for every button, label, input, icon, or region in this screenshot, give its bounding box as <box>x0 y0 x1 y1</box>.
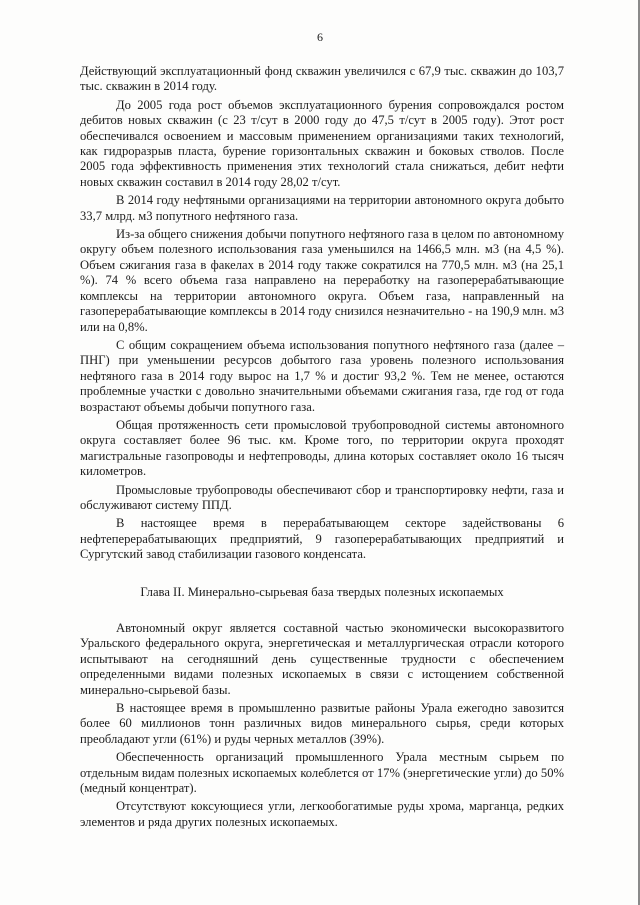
paragraph: Отсутствуют коксующиеся угли, легкообогатимые руды хрома, марганца, редких элементов и ряда других полезных ископаемых. <box>80 799 564 829</box>
paragraph: Действующий эксплуатационный фонд скважин увеличился с 67,9 тыс. скважин до 103,7 тыс. скважин в 2014 году. <box>80 64 564 94</box>
paragraph: Общая протяженность сети промысловой трубопроводной системы автономного округа составляет более 96 тыс. км. Кроме того, по территории округа проходят магистральные газопроводы и нефтепроводы, длина которых составляет около 16 тысяч километров. <box>80 417 564 479</box>
paragraph: В 2014 году нефтяными организациями на территории автономного округа добыто 33,7 млрд. м3 попутного нефтяного газа. <box>80 193 564 223</box>
document-body <box>80 64 564 833</box>
paragraph: Автономный округ является составной частью экономически высокоразвитого Уральского федерального округа, энергетическая и металлургическая отрасли которого испытывают на сегодняшний день существенные трудности с обеспечением определенными видами полезных ископаемых в связи с истощением собственной минерально-сырьевой базы. <box>80 621 564 697</box>
chapter-title: Глава II. Минерально-сырьевая база твердых полезных ископаемых <box>140 584 504 599</box>
paragraph: Обеспеченность организаций промышленного Урала местным сырьем по отдельным видам полезных ископаемых колеблется от 17% (энергетические угли) до 50% (медный концентрат). <box>80 750 564 796</box>
paragraph: В настоящее время в перерабатывающем секторе задействованы 6 нефтеперерабатывающих предприятий, 9 газоперерабатывающих предприятий и Сургутский завод стабилизации газового конденсата. <box>80 516 564 562</box>
page-number: 6 <box>317 30 323 44</box>
paragraph: До 2005 года рост объемов эксплуатационного бурения сопровождался ростом дебитов новых скважин (с 23 т/сут в 2000 году до 47,5 т/сут в 2005 году). Этот рост обеспечивался освоением и массовым применением организациями таких технологий, как гидроразрыв пласта, бурение горизонтальных скважин и боковых стволов. После 2005 года эффективность применения этих технологий стала снижаться, дебит нефти новых скважин составил в 2014 году 28,02 т/сут. <box>80 97 564 189</box>
paragraph: С общим сокращением объема использования попутного нефтяного газа (далее – ПНГ) при уменьшении ресурсов добытого газа уровень полезного использования нефтяного газа в 2014 году вырос на 1,7 % и достиг 93,2 %. Тем не менее, остаются проблемные участки с довольно значительными объемами сжигания газа, где год от года возрастают объемы добычи попутного газа. <box>80 337 564 414</box>
paragraph: В настоящее время в промышленно развитые районы Урала ежегодно завозится более 60 миллионов тонн различных видов минерального сырья, среди которых преобладают угли (61%) и руды черных металлов (39%). <box>80 701 564 746</box>
paragraph: Промысловые трубопроводы обеспечивают сбор и транспортировку нефти, газа и обслуживают систему ППД. <box>80 482 564 512</box>
paragraph: Из-за общего снижения добычи попутного нефтяного газа в целом по автономному округу объем полезного использования газа уменьшился на 1466,5 млн. м3 (на 4,5 %). Объем сжигания газа в факелах в 2014 году также сократился на 770,5 млн. м3 (на 25,1 %). 74 % всего объема газа направлено на переработку на газоперерабатывающие комплексы на территории автономного округа. Объем газа, направленный на газоперерабатывающие комплексы в 2014 году снизился незначительно - на 190,9 млн. м3 или на 0,8%. <box>80 227 564 334</box>
